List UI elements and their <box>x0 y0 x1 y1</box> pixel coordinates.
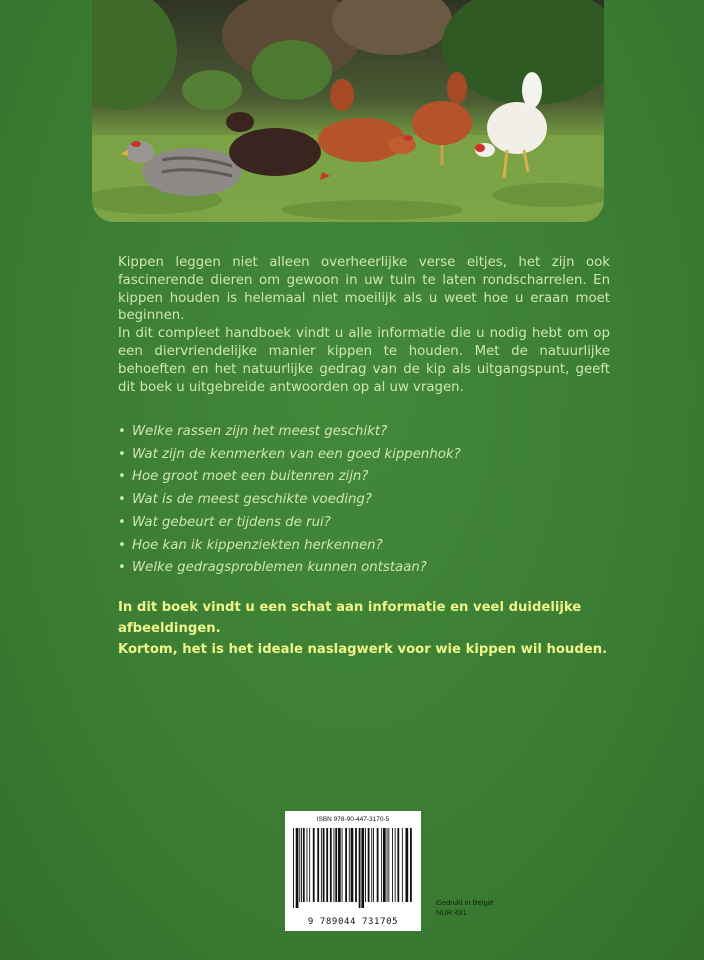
barcode-bar <box>303 828 305 902</box>
question-text: Hoe kan ik kippenziekten herkennen? <box>132 537 383 553</box>
barcode-bar <box>377 828 379 902</box>
chickens-illustration <box>92 0 604 222</box>
barcode-bar <box>368 828 370 902</box>
question-list <box>118 421 588 580</box>
barcode-bar <box>338 828 341 902</box>
list-item <box>118 489 588 512</box>
ean-number: 9 789044 731705 <box>307 917 399 927</box>
list-item <box>118 512 588 535</box>
bullet: • <box>118 537 126 553</box>
cover-photo-chickens <box>92 0 604 222</box>
question-text: Wat gebeurt er tijdens de rui? <box>132 514 331 530</box>
closing-line-1: In dit boek vindt u een schat aan informatie en veel duidelijke afbeeldingen. <box>118 600 582 636</box>
barcode-bar <box>381 828 382 902</box>
barcode-label <box>285 811 421 931</box>
bullet: • <box>118 514 126 530</box>
print-info <box>436 898 494 918</box>
list-item <box>118 421 588 444</box>
barcode-bar <box>359 828 361 908</box>
barcode-bar <box>309 828 310 902</box>
closing-text <box>118 598 618 660</box>
question-text: Wat is de meest geschikte voeding? <box>132 492 372 508</box>
bullet: • <box>118 446 126 462</box>
barcode-bar <box>373 828 374 902</box>
bullet: • <box>118 469 126 485</box>
barcode-bar <box>321 828 322 902</box>
barcode-bar <box>313 828 315 902</box>
barcode-image <box>291 828 415 908</box>
barcode-bar <box>323 828 325 902</box>
barcode-bar <box>307 828 308 902</box>
barcode-bar <box>330 828 332 902</box>
intro-paragraph-1: Kippen leggen niet alleen overheerlijke verse eitjes, het zijn ook fascinerende dieren om gewoon in uw tuin te laten rondscharrelen. En kippen houden is helemaal niet moeilijk als u weet hoe u eraan moet beginnen. <box>118 255 610 324</box>
barcode-bar <box>406 828 409 902</box>
barcode-bar <box>388 828 389 902</box>
barcode-bar <box>392 828 393 902</box>
list-item <box>118 535 588 558</box>
closing-line-2: Kortom, het is het ideale naslagwerk voor wie kippen wil houden. <box>118 641 608 657</box>
barcode-bar <box>317 828 319 902</box>
list-item <box>118 466 588 489</box>
question-text: Hoe groot moet een buitenren zijn? <box>132 469 369 485</box>
list-item <box>118 444 588 467</box>
barcode-bar <box>371 828 372 902</box>
bullet: • <box>118 424 126 439</box>
barcode-bar <box>397 828 399 902</box>
barcode-bar <box>349 828 350 902</box>
barcode-bar <box>334 828 335 902</box>
question-text: Welke gedragsproblemen kunnen ontstaan? <box>132 560 427 576</box>
barcode-bar <box>410 828 412 902</box>
barcode-bar <box>301 828 302 902</box>
bullet: • <box>118 492 126 508</box>
barcode-bar <box>326 828 328 902</box>
barcode-bar <box>351 828 354 902</box>
barcode-bar <box>365 828 366 902</box>
isbn-text: ISBN 978-90-447-3170-5 <box>316 816 390 823</box>
intro-paragraph-2: In dit compleet handboek vindt u alle informatie die u nodig hebt om op een diervriendelijke manier kippen te houden. Met de natuurlijke behoeften en het natuurlijke gedrag van de kip als uitgangspunt, geeft dit boek u uitgebreide antwoorden op al uw vragen. <box>118 326 610 395</box>
barcode-bar <box>402 828 403 902</box>
barcode-bar <box>395 828 396 902</box>
barcode-bar <box>355 828 357 902</box>
barcode-bar <box>342 828 343 902</box>
list-item <box>118 557 588 580</box>
barcode-bar <box>387 828 388 902</box>
question-text: Wat zijn de kenmerken van een goed kippenhok? <box>132 446 461 462</box>
question-text: Welke rassen zijn het meest geschikt? <box>132 424 388 439</box>
barcode-bar <box>293 828 294 908</box>
barcode-bar <box>361 828 364 908</box>
nur-code: NUR 431 <box>436 908 467 917</box>
printed-in: Gedrukt in België <box>436 898 494 907</box>
intro-text <box>118 254 610 396</box>
barcode-bar <box>335 828 337 902</box>
barcode-bar <box>383 828 386 902</box>
barcode-bar <box>299 828 300 902</box>
barcode-bar <box>296 828 299 908</box>
barcode-bar <box>345 828 347 902</box>
bullet: • <box>118 560 126 576</box>
